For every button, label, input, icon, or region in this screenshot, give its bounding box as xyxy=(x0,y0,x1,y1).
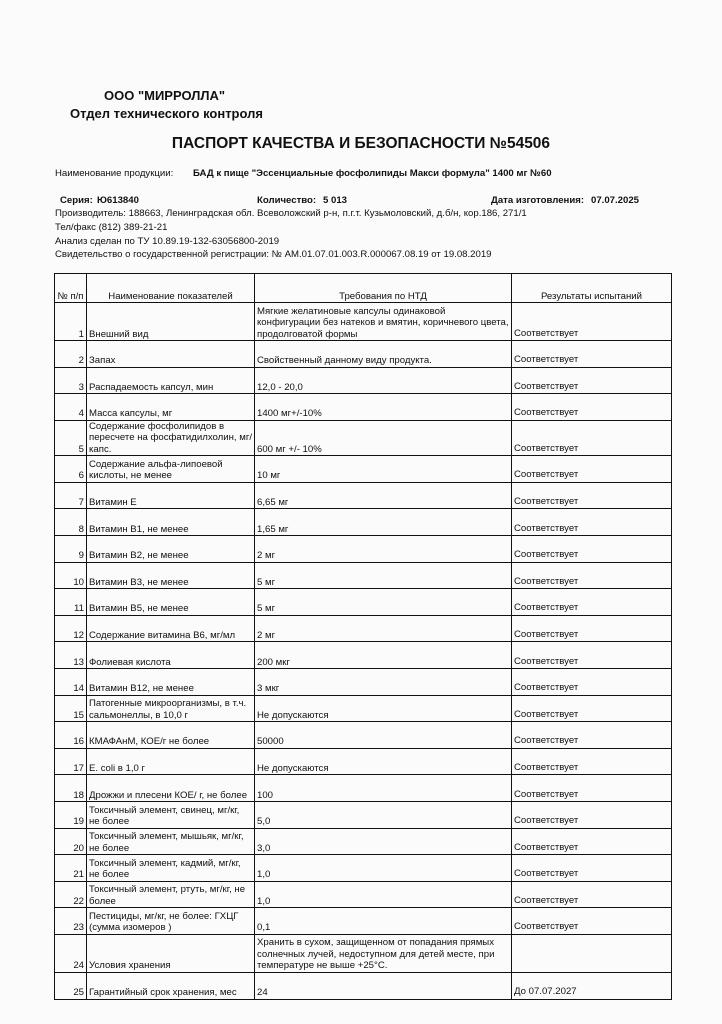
row-number: 3 xyxy=(55,367,87,394)
row-number: 18 xyxy=(55,775,87,802)
table-row xyxy=(55,642,672,669)
requirement: Не допускаются xyxy=(255,748,512,775)
test-result: Соответствует xyxy=(512,394,672,421)
row-number: 19 xyxy=(55,802,87,829)
requirement: 50000 xyxy=(255,722,512,749)
indicator-name: Витамин В12, не менее xyxy=(87,669,255,696)
requirement: Свойственный данному виду продукта. xyxy=(255,341,512,368)
table-row xyxy=(55,303,672,341)
requirement: 1,0 xyxy=(255,855,512,882)
test-result: Соответствует xyxy=(512,828,672,855)
test-result: Соответствует xyxy=(512,881,672,908)
row-number: 4 xyxy=(55,394,87,421)
indicator-name: Распадаемость капсул, мин xyxy=(87,367,255,394)
quality-table xyxy=(54,273,672,1000)
indicator-name: Содержание альфа-липоевой кислоты, не менее xyxy=(87,456,255,483)
row-number: 5 xyxy=(55,420,87,456)
table-row xyxy=(55,394,672,421)
requirement: Не допускаются xyxy=(255,695,512,722)
registration-certificate: Свидетельство о государственной регистрации: № АМ.01.07.01.003.R.000067.08.19 от 19.08.2019 xyxy=(55,249,492,260)
indicator-name: Внешний вид xyxy=(87,303,255,341)
table-row xyxy=(55,855,672,882)
requirement: 1400 мг+/-10% xyxy=(255,394,512,421)
test-result: Соответствует xyxy=(512,303,672,341)
table-row xyxy=(55,420,672,456)
test-result: Соответствует xyxy=(512,367,672,394)
test-result: Соответствует xyxy=(512,536,672,563)
requirement: 600 мг +/- 10% xyxy=(255,420,512,456)
indicator-name: Пестициды, мг/кг, не более: ГХЦГ (сумма изомеров ) xyxy=(87,908,255,935)
table-header-row xyxy=(55,274,672,303)
row-number: 9 xyxy=(55,536,87,563)
requirement: Мягкие желатиновые капсулы одинаковой конфигурации без натеков и вмятин, коричневого цвета, продолговатой формы xyxy=(255,303,512,341)
product-label: Наименование продукции: xyxy=(55,168,174,179)
test-result: Соответствует xyxy=(512,420,672,456)
table-row xyxy=(55,695,672,722)
indicator-name: Запах xyxy=(87,341,255,368)
table-row xyxy=(55,615,672,642)
table-row xyxy=(55,775,672,802)
row-number: 1 xyxy=(55,303,87,341)
table-row xyxy=(55,802,672,829)
test-result xyxy=(512,934,672,972)
table-row xyxy=(55,367,672,394)
indicator-name: Витамин В3, не менее xyxy=(87,562,255,589)
row-number: 2 xyxy=(55,341,87,368)
indicator-name: Витамин Е xyxy=(87,482,255,509)
indicator-name: E. coli в 1,0 г xyxy=(87,748,255,775)
header-results: Результаты испытаний xyxy=(512,274,672,303)
requirement: 6,65 мг xyxy=(255,482,512,509)
header-indicator: Наименование показателей xyxy=(87,274,255,303)
row-number: 25 xyxy=(55,972,87,999)
quantity-value: 5 013 xyxy=(323,195,348,206)
requirement: 1,65 мг xyxy=(255,509,512,536)
indicator-name: Витамин В5, не менее xyxy=(87,589,255,616)
table-row xyxy=(55,562,672,589)
quantity-label: Количество: xyxy=(257,195,317,206)
document-title: ПАСПОРТ КАЧЕСТВА И БЕЗОПАСНОСТИ №54506 xyxy=(171,135,551,152)
row-number: 8 xyxy=(55,509,87,536)
test-result: Соответствует xyxy=(512,341,672,368)
requirement: 10 мг xyxy=(255,456,512,483)
test-result: Соответствует xyxy=(512,642,672,669)
test-result: Соответствует xyxy=(512,589,672,616)
test-result: Соответствует xyxy=(512,775,672,802)
requirement: 12,0 - 20,0 xyxy=(255,367,512,394)
table-row xyxy=(55,456,672,483)
requirement: Хранить в сухом, защищенном от попадания прямых солнечных лучей, недоступном для детей месте, при температуре не выше +25°С. xyxy=(255,934,512,972)
indicator-name: Гарантийный срок хранения, мес xyxy=(87,972,255,999)
test-result: Соответствует xyxy=(512,855,672,882)
row-number: 20 xyxy=(55,828,87,855)
table-row xyxy=(55,482,672,509)
requirement: 0,1 xyxy=(255,908,512,935)
row-number: 23 xyxy=(55,908,87,935)
organization-name: ООО "МИРРОЛЛА" xyxy=(104,88,226,103)
test-result: Соответствует xyxy=(512,802,672,829)
indicator-name: Витамин В2, не менее xyxy=(87,536,255,563)
requirement: 5 мг xyxy=(255,562,512,589)
series-label: Серия: xyxy=(60,195,93,206)
test-result: Соответствует xyxy=(512,562,672,589)
requirement: 5,0 xyxy=(255,802,512,829)
row-number: 10 xyxy=(55,562,87,589)
row-number: 12 xyxy=(55,615,87,642)
manufacture-date-label: Дата изготовления: xyxy=(491,195,585,206)
table-row xyxy=(55,722,672,749)
manufacturer: Производитель: 188663, Ленинградская обл. Всеволожский р-н, п.г.т. Кузьмоловский, д.б/н, кор.186, 271/1 xyxy=(55,208,527,219)
requirement: 3 мкг xyxy=(255,669,512,696)
row-number: 11 xyxy=(55,589,87,616)
test-result: Соответствует xyxy=(512,509,672,536)
test-result: Соответствует xyxy=(512,908,672,935)
indicator-name: Витамин В1, не менее xyxy=(87,509,255,536)
indicator-name: Масса капсулы, мг xyxy=(87,394,255,421)
row-number: 21 xyxy=(55,855,87,882)
product-value: БАД к пище "Эссенциальные фосфолипиды Макси формула" 1400 мг №60 xyxy=(193,168,552,179)
test-result: Соответствует xyxy=(512,456,672,483)
table-row xyxy=(55,972,672,999)
test-result: До 07.07.2027 xyxy=(512,972,672,999)
table-row xyxy=(55,536,672,563)
test-result: Соответствует xyxy=(512,669,672,696)
indicator-name: Содержание фосфолипидов в пересчете на фосфатидилхолин, мг/капс. xyxy=(87,420,255,456)
row-number: 17 xyxy=(55,748,87,775)
indicator-name: Дрожжи и плесени КОЕ/ г, не более xyxy=(87,775,255,802)
row-number: 7 xyxy=(55,482,87,509)
row-number: 13 xyxy=(55,642,87,669)
row-number: 15 xyxy=(55,695,87,722)
requirement: 100 xyxy=(255,775,512,802)
test-result: Соответствует xyxy=(512,695,672,722)
requirement: 1,0 xyxy=(255,881,512,908)
test-result: Соответствует xyxy=(512,722,672,749)
table-row xyxy=(55,908,672,935)
table-row xyxy=(55,748,672,775)
table-row xyxy=(55,589,672,616)
table-row xyxy=(55,669,672,696)
header-requirements: Требования по НТД xyxy=(255,274,512,303)
indicator-name: КМАФАнМ, КОЕ/г не более xyxy=(87,722,255,749)
test-result: Соответствует xyxy=(512,748,672,775)
table-row xyxy=(55,828,672,855)
requirement: 5 мг xyxy=(255,589,512,616)
row-number: 14 xyxy=(55,669,87,696)
header-number: № п/п xyxy=(55,274,87,303)
row-number: 24 xyxy=(55,934,87,972)
phone: Тел/факс (812) 389-21-21 xyxy=(55,222,168,233)
indicator-name: Токсичный элемент, ртуть, мг/кг, не более xyxy=(87,881,255,908)
indicator-name: Содержание витамина В6, мг/мл xyxy=(87,615,255,642)
table-row xyxy=(55,934,672,972)
indicator-name: Токсичный элемент, мышьяк, мг/кг, не более xyxy=(87,828,255,855)
row-number: 22 xyxy=(55,881,87,908)
indicator-name: Фолиевая кислота xyxy=(87,642,255,669)
test-result: Соответствует xyxy=(512,482,672,509)
table-row xyxy=(55,881,672,908)
analysis-standard: Анализ сделан по ТУ 10.89.19-132-63056800-2019 xyxy=(55,236,280,247)
requirement: 24 xyxy=(255,972,512,999)
requirement: 200 мкг xyxy=(255,642,512,669)
requirement: 2 мг xyxy=(255,615,512,642)
manufacture-date-value: 07.07.2025 xyxy=(591,195,640,206)
department-name: Отдел технического контроля xyxy=(70,106,263,121)
table-row xyxy=(55,341,672,368)
series-value: Ю613840 xyxy=(97,195,139,206)
indicator-name: Токсичный элемент, кадмий, мг/кг, не более xyxy=(87,855,255,882)
indicator-name: Условия хранения xyxy=(87,934,255,972)
requirement: 2 мг xyxy=(255,536,512,563)
test-result: Соответствует xyxy=(512,615,672,642)
requirement: 3,0 xyxy=(255,828,512,855)
indicator-name: Токсичный элемент, свинец, мг/кг, не более xyxy=(87,802,255,829)
row-number: 16 xyxy=(55,722,87,749)
indicator-name: Патогенные микроорганизмы, в т.ч. сальмонеллы, в 10,0 г xyxy=(87,695,255,722)
table-row xyxy=(55,509,672,536)
row-number: 6 xyxy=(55,456,87,483)
